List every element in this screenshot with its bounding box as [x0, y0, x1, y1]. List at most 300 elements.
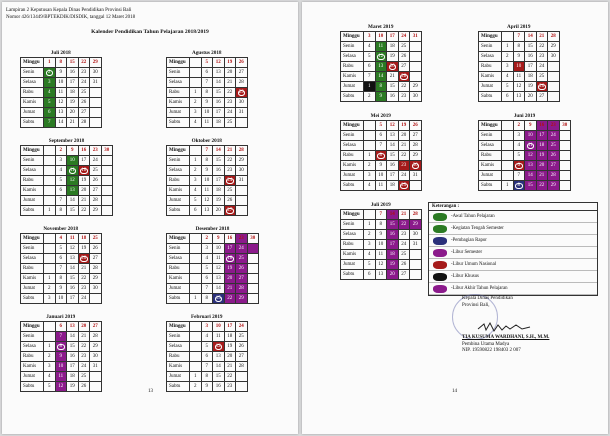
date-cell: 15	[67, 206, 79, 216]
date-cell	[190, 244, 202, 254]
sunday-date: 19	[399, 121, 411, 131]
date-cell: 4	[514, 141, 526, 151]
day-label: Selasa	[341, 141, 364, 151]
sunday-date: 2	[514, 121, 526, 131]
date-cell	[502, 141, 514, 151]
date-cell: 22	[537, 181, 549, 191]
sunday-date: 7	[202, 146, 214, 156]
date-cell	[44, 156, 56, 166]
date-cell: 6	[56, 186, 68, 196]
sunday-date: 18	[79, 234, 91, 244]
legend-label: Libur Umum Nasional	[452, 262, 497, 267]
date-cell: 29	[548, 181, 560, 191]
month-7	[166, 314, 248, 392]
date-cell: 15	[387, 82, 399, 92]
date-cell: 24	[399, 171, 411, 181]
date-cell: 3	[44, 78, 56, 88]
sunday-date	[502, 121, 514, 131]
date-cell: 17	[67, 294, 79, 304]
sunday-date: 21	[537, 32, 549, 42]
date-cell: 13	[387, 131, 399, 141]
month-grid	[20, 321, 102, 392]
date-cell	[190, 78, 202, 88]
date-cell: 16	[67, 68, 79, 78]
day-label: Jumat	[167, 284, 190, 294]
date-cell: 14	[67, 332, 79, 342]
date-cell	[102, 176, 114, 186]
month-grid	[166, 233, 259, 304]
day-label: Senin	[21, 156, 44, 166]
date-cell: 8	[56, 342, 68, 352]
day-label: Senin	[167, 244, 190, 254]
date-cell: 20	[225, 68, 237, 78]
date-cell: 5	[364, 52, 376, 62]
date-cell: 6	[190, 206, 202, 216]
date-cell	[44, 186, 56, 196]
sunday-date: 7	[514, 32, 526, 42]
legend-swatch-icon	[433, 213, 447, 221]
date-cell: 22	[79, 342, 91, 352]
date-cell: 3	[202, 244, 214, 254]
date-cell: 2	[190, 166, 202, 176]
day-label: Sabtu	[21, 382, 44, 392]
day-label: Senin	[341, 131, 364, 141]
date-cell	[410, 250, 422, 260]
date-cell: 4	[364, 42, 376, 52]
day-label: Selasa	[21, 78, 44, 88]
date-cell	[102, 156, 114, 166]
month-5	[166, 226, 259, 304]
sunday-date: 14	[525, 32, 537, 42]
month-title: November 2018	[43, 226, 79, 232]
month-grid	[20, 57, 102, 128]
legend-swatch-icon	[433, 261, 447, 269]
day-label: Kamis	[21, 274, 44, 284]
sunday-date: 12	[213, 58, 225, 68]
date-cell: 15	[525, 181, 537, 191]
date-cell: 26	[537, 82, 549, 92]
date-cell: 24	[225, 176, 237, 186]
date-cell: 14	[525, 171, 537, 181]
month-title: Maret 2019	[368, 24, 394, 30]
date-cell	[90, 382, 102, 392]
date-cell: 17	[213, 176, 225, 186]
legend-swatch-icon	[433, 225, 447, 233]
legend-label: Libur Semester	[452, 250, 483, 255]
legend-dash: -	[451, 274, 453, 279]
day-label: Senin	[341, 42, 364, 52]
date-cell: 27	[399, 270, 411, 280]
date-cell: 25	[79, 88, 91, 98]
date-cell: 6	[56, 254, 68, 264]
date-cell: 10	[56, 294, 68, 304]
month-title: Juni 2019	[513, 113, 536, 119]
date-cell: 28	[410, 141, 422, 151]
date-cell	[364, 141, 376, 151]
date-cell: 14	[67, 264, 79, 274]
date-cell: 10	[376, 171, 388, 181]
calendar-title: Kalender Pendidikan Tahun Pelajaran 2018/2019	[91, 29, 209, 35]
date-cell: 27	[537, 92, 549, 102]
date-cell: 15	[387, 151, 399, 161]
date-cell	[90, 88, 102, 98]
day-label: Rabu	[167, 264, 190, 274]
date-cell	[410, 52, 422, 62]
date-cell: 8	[376, 220, 388, 230]
date-cell: 19	[79, 244, 91, 254]
date-cell: 3	[190, 108, 202, 118]
date-cell: 23	[79, 284, 91, 294]
date-cell: 23	[225, 98, 237, 108]
day-label: Jumat	[167, 108, 190, 118]
date-cell: 3	[514, 131, 526, 141]
day-label: Minggu	[341, 121, 364, 131]
sunday-date: 4	[56, 234, 68, 244]
date-cell	[410, 270, 422, 280]
day-label: Jumat	[167, 372, 190, 382]
signer-name: TIA KUSUMA WARDHANI, S.H., M.M.	[462, 335, 550, 340]
day-label: Minggu	[167, 58, 190, 68]
date-cell	[248, 274, 260, 284]
day-label: Senin	[479, 131, 502, 141]
date-cell: 14	[56, 118, 68, 128]
date-cell: 27	[236, 68, 248, 78]
date-cell	[410, 72, 422, 82]
day-label: Jumat	[21, 372, 44, 382]
month-title: Januari 2019	[46, 314, 76, 320]
date-cell: 28	[90, 196, 102, 206]
date-cell: 19	[67, 382, 79, 392]
date-cell: 8	[56, 274, 68, 284]
date-cell: 22	[79, 206, 91, 216]
date-cell: 13	[376, 270, 388, 280]
day-label: Selasa	[479, 141, 502, 151]
date-cell: 18	[213, 186, 225, 196]
date-cell	[44, 254, 56, 264]
sunday-date: 29	[90, 58, 102, 68]
legend-title: Keterangan :	[429, 203, 597, 211]
day-label: Selasa	[341, 52, 364, 62]
month-grid	[166, 57, 248, 128]
date-cell: 17	[387, 171, 399, 181]
day-label: Rabu	[21, 264, 44, 274]
day-label: Rabu	[341, 240, 364, 250]
date-cell: 12	[514, 82, 526, 92]
day-label: Kamis	[167, 274, 190, 284]
sunday-date	[44, 146, 56, 156]
legend-label: Awal Tahun Pelajaran	[452, 214, 495, 219]
date-cell: 1	[190, 294, 202, 304]
day-label: Minggu	[479, 32, 502, 42]
month-grid	[340, 31, 422, 102]
date-cell: 17	[67, 362, 79, 372]
date-cell: 10	[56, 78, 68, 88]
date-cell: 6	[202, 352, 214, 362]
date-cell: 18	[225, 254, 237, 264]
day-label: Jumat	[341, 82, 364, 92]
month-8	[340, 24, 422, 102]
date-cell: 25	[399, 42, 411, 52]
date-cell: 16	[67, 284, 79, 294]
date-cell: 4	[190, 186, 202, 196]
legend-swatch-icon	[433, 237, 447, 245]
sunday-date: 28	[236, 146, 248, 156]
sunday-date: 30	[560, 121, 572, 131]
day-label: Sabtu	[21, 294, 44, 304]
sunday-date: 23	[548, 121, 560, 131]
date-cell: 12	[376, 260, 388, 270]
date-cell: 4	[44, 88, 56, 98]
legend-swatch-icon	[433, 249, 447, 257]
day-label: Rabu	[21, 176, 44, 186]
date-cell	[502, 161, 514, 171]
date-cell: 30	[236, 166, 248, 176]
sunday-date	[190, 146, 202, 156]
sunday-date: 26	[236, 58, 248, 68]
date-cell	[190, 284, 202, 294]
date-cell	[190, 264, 202, 274]
day-label: Selasa	[479, 52, 502, 62]
day-label: Sabtu	[341, 270, 364, 280]
month-9	[478, 24, 560, 102]
date-cell: 18	[387, 250, 399, 260]
sunday-date: 14	[213, 146, 225, 156]
sunday-date: 15	[67, 58, 79, 68]
date-cell: 31	[90, 78, 102, 88]
sunday-date: 24	[236, 322, 248, 332]
sunday-date: 20	[79, 322, 91, 332]
date-cell: 26	[90, 244, 102, 254]
date-cell: 25	[90, 166, 102, 176]
day-label: Kamis	[21, 362, 44, 372]
date-cell: 13	[67, 254, 79, 264]
date-cell: 28	[90, 264, 102, 274]
date-cell: 25	[236, 332, 248, 342]
date-cell: 14	[213, 284, 225, 294]
date-cell: 3	[502, 62, 514, 72]
date-cell: 20	[213, 206, 225, 216]
date-cell: 10	[213, 244, 225, 254]
date-cell	[44, 332, 56, 342]
month-grid	[478, 120, 571, 191]
day-label: Jumat	[167, 196, 190, 206]
date-cell: 2	[44, 352, 56, 362]
date-cell: 9	[202, 98, 214, 108]
date-cell: 23	[225, 166, 237, 176]
date-cell: 10	[202, 176, 214, 186]
date-cell: 1	[44, 206, 56, 216]
sunday-date: 16	[537, 121, 549, 131]
date-cell: 11	[376, 250, 388, 260]
month-grid	[20, 145, 113, 216]
day-label: Sabtu	[341, 181, 364, 191]
date-cell: 6	[202, 68, 214, 78]
date-cell	[410, 62, 422, 72]
date-cell: 21	[399, 141, 411, 151]
date-cell: 20	[79, 254, 91, 264]
day-label: Selasa	[341, 230, 364, 240]
date-cell: 18	[79, 166, 91, 176]
date-cell: 20	[387, 62, 399, 72]
date-cell: 24	[537, 62, 549, 72]
date-cell: 8	[376, 151, 388, 161]
left-page	[2, 2, 298, 434]
date-cell: 22	[399, 220, 411, 230]
date-cell: 29	[236, 88, 248, 98]
date-cell	[190, 362, 202, 372]
date-cell: 13	[213, 352, 225, 362]
date-cell	[548, 72, 560, 82]
day-label: Sabtu	[341, 92, 364, 102]
date-cell: 17	[79, 156, 91, 166]
date-cell: 14	[387, 141, 399, 151]
date-cell: 26	[79, 98, 91, 108]
date-cell: 8	[514, 42, 526, 52]
month-0	[20, 50, 102, 128]
date-cell: 29	[410, 151, 422, 161]
sunday-date: 12	[387, 121, 399, 131]
date-cell: 15	[525, 42, 537, 52]
date-cell: 11	[56, 372, 68, 382]
date-cell: 5	[56, 244, 68, 254]
day-label: Kamis	[341, 250, 364, 260]
date-cell: 8	[202, 294, 214, 304]
date-cell	[44, 166, 56, 176]
day-label: Sabtu	[167, 118, 190, 128]
date-cell: 5	[190, 196, 202, 206]
day-label: Selasa	[21, 342, 44, 352]
date-cell: 12	[67, 244, 79, 254]
date-cell: 24	[225, 108, 237, 118]
date-cell: 22	[79, 274, 91, 284]
date-cell: 30	[90, 284, 102, 294]
month-grid	[478, 31, 560, 102]
date-cell: 14	[376, 72, 388, 82]
day-label: Rabu	[479, 151, 502, 161]
date-cell: 31	[410, 240, 422, 250]
sunday-date: 30	[248, 234, 260, 244]
legend-dash: -	[451, 286, 453, 291]
day-label: Sabtu	[21, 206, 44, 216]
date-cell: 16	[67, 352, 79, 362]
sunday-date: 24	[399, 32, 411, 42]
date-cell: 20	[67, 108, 79, 118]
day-label: Selasa	[21, 254, 44, 264]
day-label: Jumat	[341, 171, 364, 181]
date-cell: 1	[364, 151, 376, 161]
date-cell: 13	[213, 68, 225, 78]
date-cell: 12	[213, 264, 225, 274]
legend-item	[429, 283, 597, 295]
date-cell	[560, 181, 572, 191]
date-cell: 28	[236, 362, 248, 372]
date-cell: 23	[399, 92, 411, 102]
date-cell	[410, 42, 422, 52]
date-cell: 4	[202, 332, 214, 342]
date-cell: 10	[525, 131, 537, 141]
sunday-date: 9	[213, 234, 225, 244]
date-cell: 26	[225, 196, 237, 206]
date-cell: 9	[376, 230, 388, 240]
sunday-date: 1	[44, 58, 56, 68]
sunday-date: 2	[202, 234, 214, 244]
date-cell: 22	[225, 294, 237, 304]
date-cell: 1	[44, 342, 56, 352]
date-cell: 5	[502, 82, 514, 92]
date-cell: 13	[56, 108, 68, 118]
date-cell: 9	[56, 284, 68, 294]
month-title: Desember 2018	[195, 226, 230, 232]
date-cell: 11	[67, 166, 79, 176]
date-cell: 3	[56, 156, 68, 166]
date-cell: 18	[525, 72, 537, 82]
date-cell: 19	[387, 260, 399, 270]
date-cell: 22	[537, 42, 549, 52]
date-cell: 18	[387, 181, 399, 191]
date-cell: 26	[399, 260, 411, 270]
sunday-date	[502, 32, 514, 42]
day-label: Selasa	[167, 166, 190, 176]
date-cell: 31	[236, 176, 248, 186]
date-cell	[236, 382, 248, 392]
sunday-date: 5	[202, 58, 214, 68]
date-cell	[90, 294, 102, 304]
date-cell: 21	[537, 171, 549, 181]
sunday-date: 26	[410, 121, 422, 131]
signer-nip: NIP. 19590822 198403 2 007	[462, 348, 521, 353]
sunday-date: 28	[548, 32, 560, 42]
date-cell: 12	[56, 382, 68, 392]
day-label: Jumat	[21, 108, 44, 118]
date-cell: 28	[399, 72, 411, 82]
date-cell: 23	[399, 230, 411, 240]
day-label: Senin	[479, 42, 502, 52]
month-1	[166, 50, 248, 128]
date-cell: 15	[213, 294, 225, 304]
date-cell: 15	[213, 156, 225, 166]
day-label: Sabtu	[167, 294, 190, 304]
date-cell: 23	[225, 382, 237, 392]
date-cell: 21	[225, 78, 237, 88]
date-cell: 17	[387, 240, 399, 250]
date-cell: 22	[399, 151, 411, 161]
day-label: Selasa	[167, 342, 190, 352]
date-cell: 13	[514, 92, 526, 102]
date-cell	[90, 108, 102, 118]
date-cell: 18	[67, 372, 79, 382]
legend-swatch-icon	[433, 285, 447, 293]
date-cell: 30	[410, 92, 422, 102]
date-cell: 21	[79, 264, 91, 274]
date-cell: 9	[56, 352, 68, 362]
date-cell: 7	[376, 141, 388, 151]
date-cell: 5	[202, 264, 214, 274]
date-cell: 29	[236, 156, 248, 166]
sunday-date: 23	[90, 146, 102, 156]
day-label: Rabu	[167, 88, 190, 98]
date-cell: 11	[213, 332, 225, 342]
day-label: Rabu	[167, 352, 190, 362]
date-cell: 20	[225, 352, 237, 362]
date-cell: 20	[525, 92, 537, 102]
sunday-date: 21	[399, 210, 411, 220]
date-cell: 19	[525, 82, 537, 92]
day-label: Rabu	[341, 151, 364, 161]
date-cell: 22	[225, 88, 237, 98]
date-cell	[248, 254, 260, 264]
sunday-date	[44, 322, 56, 332]
date-cell: 24	[79, 294, 91, 304]
